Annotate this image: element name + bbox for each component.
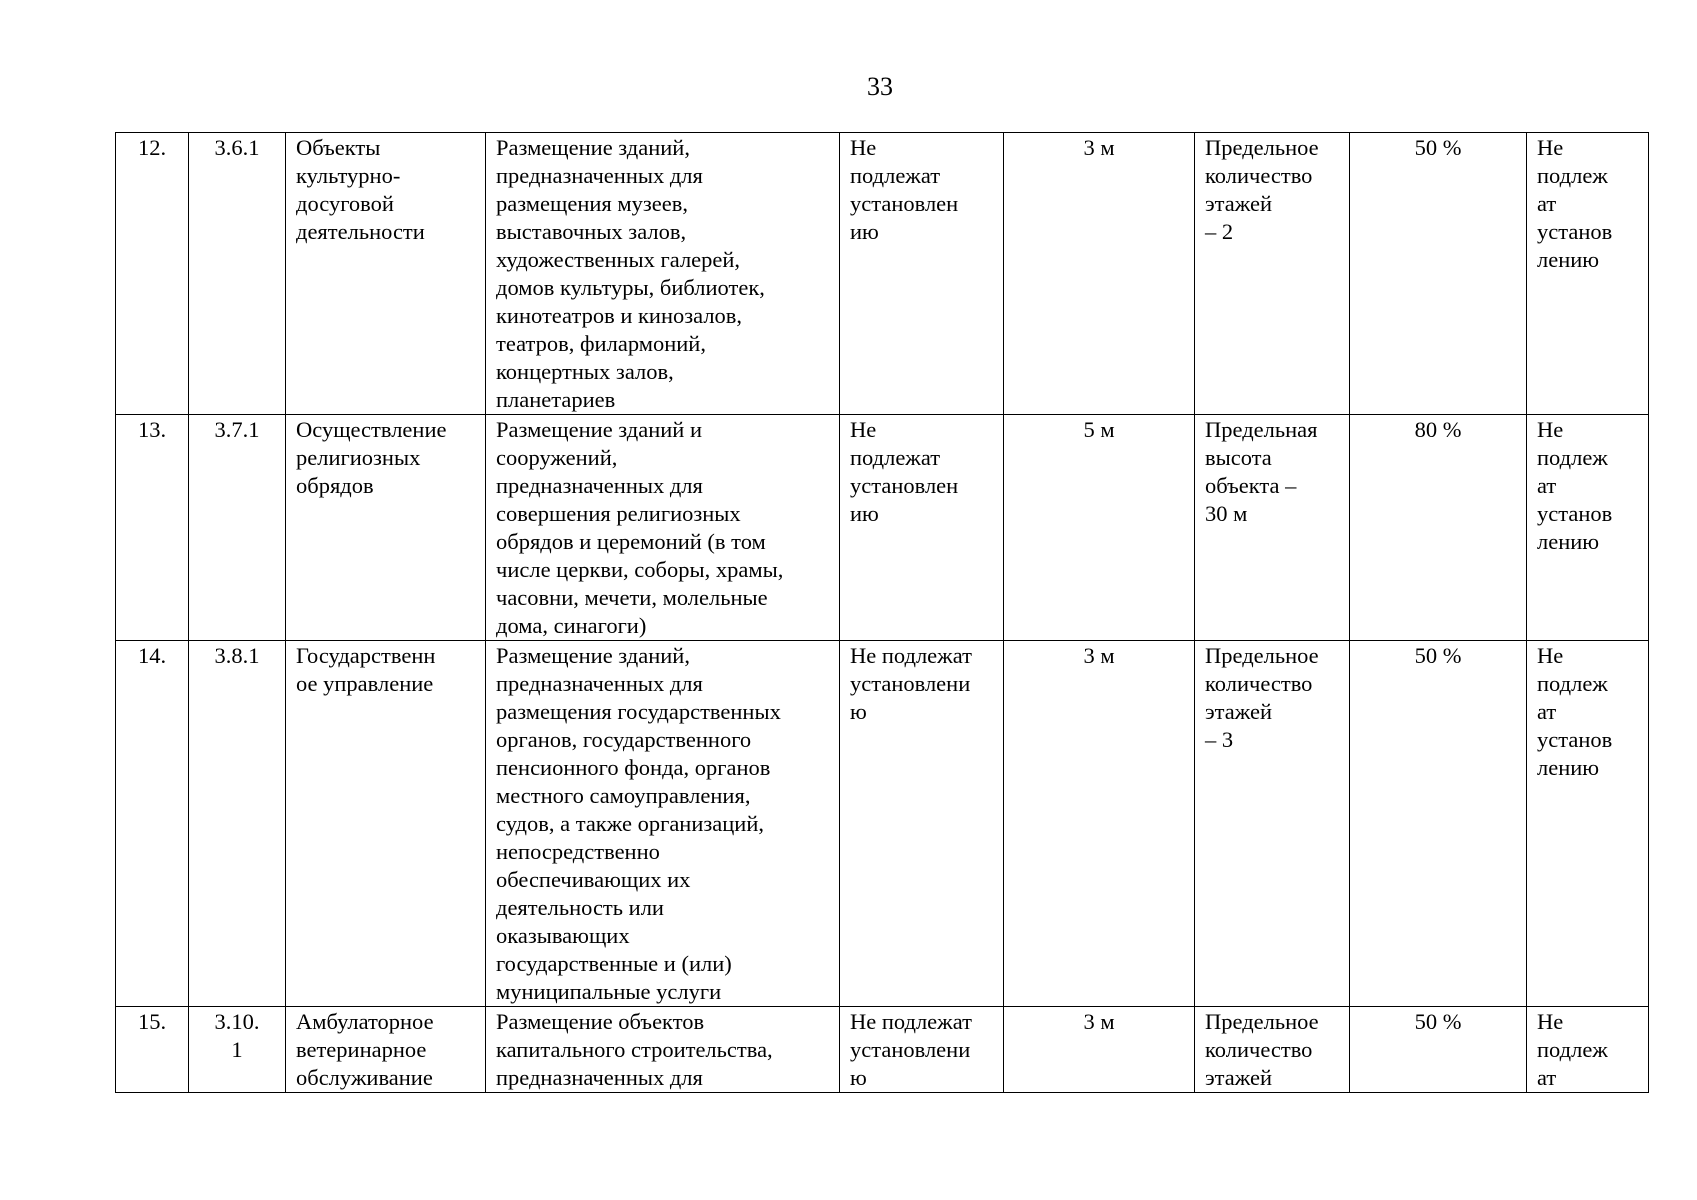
use-code-cell: 3.8.1 <box>189 641 286 1007</box>
setback-cell: 3 м <box>1004 133 1195 415</box>
plot-size-cell: Не подлежат установлени ю <box>840 1007 1004 1093</box>
height-limit-cell: Предельное количество этажей – 2 <box>1195 133 1350 415</box>
use-code-cell: 3.7.1 <box>189 415 286 641</box>
plot-size-cell: Не подлежат установлен ию <box>840 133 1004 415</box>
use-code-cell: 3.10. 1 <box>189 1007 286 1093</box>
setback-cell: 5 м <box>1004 415 1195 641</box>
setback-cell: 3 м <box>1004 641 1195 1007</box>
other-params-cell: Не подлеж ат установ лению <box>1527 133 1649 415</box>
other-params-cell: Не подлеж ат установ лению <box>1527 415 1649 641</box>
use-name-cell: Амбулаторное ветеринарное обслуживание <box>286 1007 486 1093</box>
use-name-cell: Осуществление религиозных обрядов <box>286 415 486 641</box>
use-description-cell: Размещение зданий, предназначенных для размещения музеев, выставочных залов, художественных галерей, домов культуры, библиотек, кинотеатров и кинозалов, театров, филармоний, концертных залов, планетариев <box>486 133 840 415</box>
table-row <box>116 133 1649 415</box>
row-number-cell: 14. <box>116 641 189 1007</box>
row-number-cell: 15. <box>116 1007 189 1093</box>
plot-size-cell: Не подлежат установлени ю <box>840 641 1004 1007</box>
setback-cell: 3 м <box>1004 1007 1195 1093</box>
use-description-cell: Размещение зданий и сооружений, предназначенных для совершения религиозных обрядов и церемоний (в том числе церкви, соборы, храмы, часовни, мечети, молельные дома, синагоги) <box>486 415 840 641</box>
row-number-cell: 13. <box>116 415 189 641</box>
other-params-cell: Не подлеж ат <box>1527 1007 1649 1093</box>
coverage-percent-cell: 80 % <box>1350 415 1527 641</box>
coverage-percent-cell: 50 % <box>1350 133 1527 415</box>
row-number-cell: 12. <box>116 133 189 415</box>
table-row <box>116 415 1649 641</box>
table-row <box>116 641 1649 1007</box>
plot-size-cell: Не подлежат установлен ию <box>840 415 1004 641</box>
use-description-cell: Размещение зданий, предназначенных для размещения государственных органов, государственного пенсионного фонда, органов местного самоуправления, судов, а также организаций, непосредственно обеспечивающих их деятельность или оказывающих государственные и (или) муниципальные услуги <box>486 641 840 1007</box>
use-name-cell: Государственн ое управление <box>286 641 486 1007</box>
use-name-cell: Объекты культурно- досуговой деятельности <box>286 133 486 415</box>
page-number: 33 <box>867 72 893 101</box>
coverage-percent-cell: 50 % <box>1350 1007 1527 1093</box>
height-limit-cell: Предельное количество этажей <box>1195 1007 1350 1093</box>
height-limit-cell: Предельное количество этажей – 3 <box>1195 641 1350 1007</box>
height-limit-cell: Предельная высота объекта – 30 м <box>1195 415 1350 641</box>
other-params-cell: Не подлеж ат установ лению <box>1527 641 1649 1007</box>
use-code-cell: 3.6.1 <box>189 133 286 415</box>
table-row <box>116 1007 1649 1093</box>
coverage-percent-cell: 50 % <box>1350 641 1527 1007</box>
land-use-table <box>115 132 1649 1093</box>
use-description-cell: Размещение объектов капитального строительства, предназначенных для <box>486 1007 840 1093</box>
